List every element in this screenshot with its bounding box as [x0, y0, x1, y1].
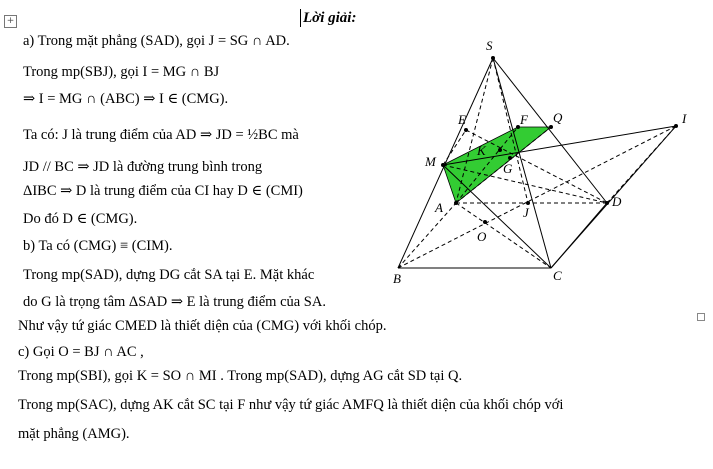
text-line-2: Trong mp(SBJ), gọi I = MG ∩ BJ: [23, 64, 220, 80]
label-O: O: [477, 229, 487, 244]
dashed-edges: [398, 58, 676, 268]
label-I: I: [682, 111, 687, 126]
label-J: J: [523, 205, 529, 220]
label-F: F: [520, 112, 528, 127]
text-line-4: Ta có: J là trung điểm của AD ⇒ JD = ½BC mà: [23, 127, 299, 143]
text-line-10: do G là trọng tâm ΔSAD ⇒ E là trung điểm của SA.: [23, 294, 326, 310]
text-line-11: Như vậy tứ giác CMED là thiết diện của (CMG) với khối chóp.: [18, 318, 387, 334]
table-move-handle[interactable]: +: [4, 15, 17, 28]
text-line-12: c) Gọi O = BJ ∩ AC ,: [18, 344, 144, 360]
label-C: C: [553, 268, 562, 283]
text-line-3: ⇒ I = MG ∩ (ABC) ⇒ I ∈ (CMG).: [23, 91, 229, 107]
label-E: E: [458, 112, 466, 127]
label-S: S: [486, 38, 493, 53]
label-B: B: [393, 271, 401, 286]
label-D: D: [612, 194, 622, 209]
text-line-9: Trong mp(SAD), dựng DG cắt SA tại E. Mặt khác: [23, 267, 315, 283]
text-line-14: Trong mp(SAC), dựng AK cắt SC tại F như vậy tứ giác AMFQ là thiết diện của khối chóp với: [18, 397, 564, 413]
text-line-5: JD // BC ⇒ JD là đường trung bình trong: [23, 159, 263, 175]
solid-edges: [398, 58, 676, 268]
label-M: M: [425, 154, 436, 169]
label-Q: Q: [553, 110, 563, 125]
solution-title: Lời giải:: [303, 10, 357, 26]
label-G: G: [503, 161, 513, 176]
text-line-7: Do đó D ∈ (CMG).: [23, 211, 138, 227]
text-line-13: Trong mp(SBI), gọi K = SO ∩ MI . Trong mp(SAD), dựng AG cắt SD tại Q.: [18, 368, 463, 384]
label-A: A: [435, 200, 443, 215]
text-line-6: ΔIBC ⇒ D là trung điểm của CI hay D ∈ (CMI): [23, 183, 303, 199]
label-K: K: [477, 143, 486, 158]
cross-section-fill: [443, 127, 551, 203]
text-line-1: a) Trong mặt phẳng (SAD), gọi J = SG ∩ AD.: [23, 33, 290, 49]
vertex-points: [441, 56, 678, 224]
text-line-8: b) Ta có (CMG) ≡ (CIM).: [23, 238, 173, 254]
vertex-labels: [393, 38, 687, 286]
text-line-15: mặt phẳng (AMG).: [18, 426, 130, 442]
